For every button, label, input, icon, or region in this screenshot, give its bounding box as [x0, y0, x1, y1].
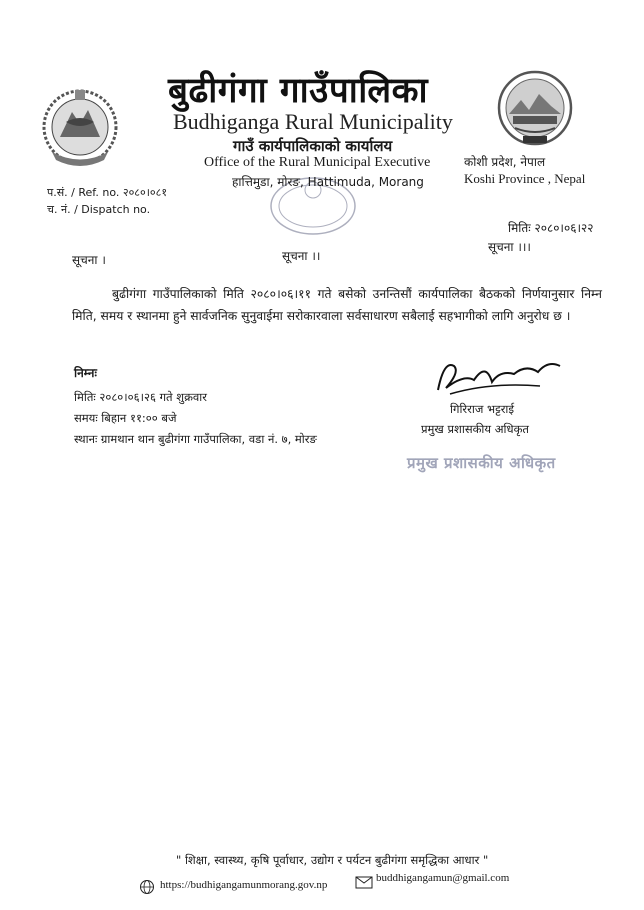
mail-icon — [355, 874, 373, 887]
office-title-en: Office of the Rural Municipal Executive — [204, 155, 431, 170]
reference-number: प.सं. / Ref. no. २०८०।०८१ — [47, 186, 168, 199]
municipality-title-np: बुढीगंगा गाउँपालिका — [168, 71, 429, 111]
signature-icon — [430, 352, 570, 402]
notice-label-2: सूचना ।। — [282, 249, 321, 263]
event-place: स्थानः ग्रामथान थान बुढीगंगा गाउँपालिका, वडा नं. ७, मोरङ — [74, 432, 317, 446]
office-title-np: गाउँ कार्यपालिकाको कार्यालय — [233, 137, 393, 155]
designation-stamp: प्रमुख प्रशासकीय अधिकृत — [407, 454, 556, 472]
province-en: Koshi Province , Nepal — [464, 171, 586, 186]
province-np: कोशी प्रदेश, नेपाल — [464, 155, 546, 169]
footer-motto: " शिक्षा, स्वास्थ्य, कृषि पूर्वाधार, उद्योग र पर्यटन बुढीगंगा समृद्धिका आधार " — [176, 853, 489, 867]
signatory-name: गिरिराज भट्टराई — [450, 402, 515, 416]
municipality-logo-icon — [495, 66, 575, 150]
nepal-emblem-icon — [30, 82, 130, 172]
notice-body-paragraph: बुढीगंगा गाउँपालिकाको मिति २०८०।०६।११ गते बसेको उनन्तिसौं कार्यपालिका बैठकको निर्णयानुसार निम्न मिति, समय र स्थानमा हुने सार्वजनिक सुनुवाईमा सरोकारवाला सर्वसाधारण सबैलाई सहभागीको लागि अनुरोध छ । — [72, 287, 602, 323]
website-link[interactable]: https://budhigangamunmorang.gov.np — [160, 879, 328, 891]
municipality-title-en: Budhiganga Rural Municipality — [173, 109, 453, 134]
notice-label-3: सूचना ।।। — [488, 240, 531, 254]
details-heading: निम्नः — [74, 366, 97, 380]
office-address: हात्तिमुडा, मोरङ, Hattimuda, Morang — [232, 175, 424, 189]
notice-label-1: सूचना । — [72, 253, 106, 267]
event-date: मितिः २०८०।०६।२६ गते शुक्रवार — [74, 390, 207, 404]
letter-date: मितिः २०८०।०६।२२ — [508, 221, 594, 235]
email-link[interactable]: buddhigangamun@gmail.com — [376, 872, 510, 884]
event-time: समयः बिहान ११:०० बजे — [74, 411, 177, 425]
globe-icon — [139, 879, 155, 895]
dispatch-number: च. नं. / Dispatch no. — [47, 203, 151, 216]
signatory-title: प्रमुख प्रशासकीय अधिकृत — [421, 422, 529, 436]
